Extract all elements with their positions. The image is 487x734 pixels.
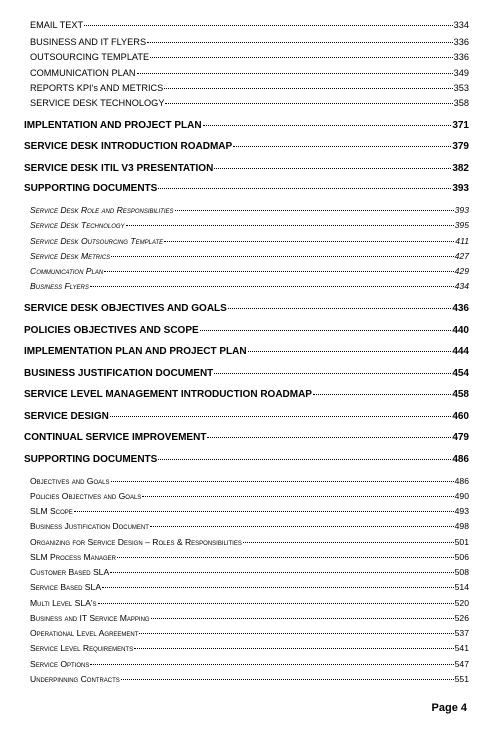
toc-entry-page: 486 [452, 454, 469, 465]
dot-leader [164, 88, 452, 89]
toc-entry-title: SERVICE LEVEL MANAGEMENT INTRODUCTION ROADMAP [24, 389, 312, 400]
toc-entry[interactable] [30, 37, 469, 47]
toc-entry[interactable] [30, 83, 469, 93]
toc-entry[interactable] [30, 582, 469, 592]
dot-leader [74, 511, 454, 512]
toc-entry-page: 358 [453, 98, 469, 108]
toc-entry-title: Service Level Requirements [30, 643, 134, 653]
toc-entry-title: BUSINESS JUSTIFICATION DOCUMENT [24, 368, 214, 379]
toc-entry[interactable] [30, 236, 469, 246]
toc-entry[interactable] [30, 281, 469, 291]
toc-entry-page: 537 [454, 628, 469, 638]
toc-entry-title: SERVICE DESK TECHNOLOGY [30, 98, 165, 108]
toc-entry-page: 501 [454, 537, 469, 547]
dot-leader [214, 373, 451, 374]
toc-entry[interactable] [30, 598, 469, 608]
toc-entry-page: 526 [454, 613, 469, 623]
dot-leader [158, 459, 451, 460]
dot-leader [164, 241, 454, 242]
toc-entry-page: 520 [454, 598, 469, 608]
toc-entry-title: Service Based SLA [30, 582, 102, 592]
toc-entry-title: COMMUNICATION PLAN [30, 68, 136, 78]
toc-entry[interactable] [30, 266, 469, 276]
toc-entry-page: 427 [454, 251, 469, 261]
dot-leader [150, 57, 453, 58]
toc-entry-title: REPORTS KPI's AND METRICS [30, 83, 164, 93]
toc-entry[interactable] [24, 432, 469, 443]
toc-entry-page: 434 [454, 281, 469, 291]
toc-entry-page: 444 [452, 346, 469, 357]
toc-entry-title: SERVICE DESK OBJECTIVES AND GOALS [24, 303, 227, 314]
toc-entry-page: 334 [453, 20, 469, 30]
toc-entry[interactable] [24, 120, 469, 131]
toc-entry-page: 551 [454, 674, 469, 684]
dot-leader [104, 271, 453, 272]
dot-leader [139, 633, 453, 634]
dot-leader [111, 256, 454, 257]
toc-entry-title: SLM Process Manager [30, 552, 117, 562]
dot-leader [147, 42, 453, 43]
dot-leader [151, 618, 454, 619]
toc-entry-title: SERVICE DESIGN [24, 411, 109, 422]
toc-entry[interactable] [30, 659, 469, 669]
toc-entry-title: Organizing for Service Design – Roles & Responsibilities [30, 537, 242, 547]
toc-entry-page: 506 [454, 552, 469, 562]
toc-entry[interactable] [24, 141, 469, 152]
toc-entry-page: 395 [454, 220, 469, 230]
toc-entry-page: 382 [452, 163, 469, 174]
dot-leader [111, 481, 454, 482]
dot-leader [243, 542, 454, 543]
dot-leader [175, 210, 454, 211]
toc-entry[interactable] [30, 52, 469, 62]
toc-entry[interactable] [30, 537, 469, 547]
toc-entry-page: 336 [453, 52, 469, 62]
toc-entry[interactable] [24, 183, 469, 194]
toc-entry-page: 493 [454, 506, 469, 516]
toc-entry-title: Service Desk Role and Responsibilities [30, 205, 174, 215]
toc-entry-title: Communication Plan [30, 266, 104, 276]
toc-entry-title: Operational Level Agreement [30, 628, 139, 638]
dot-leader [137, 73, 453, 74]
toc-entry-title: EMAIL TEXT [30, 20, 84, 30]
toc-entry[interactable] [24, 411, 469, 422]
toc-entry[interactable] [30, 643, 469, 653]
toc-entry-page: 490 [454, 491, 469, 501]
toc-entry-title: SLM Scope [30, 506, 73, 516]
toc-entry-title: OUTSOURCING TEMPLATE [30, 52, 150, 62]
toc-entry[interactable] [30, 567, 469, 577]
toc-entry-title: Customer Based SLA [30, 567, 110, 577]
toc-entry[interactable] [24, 163, 469, 174]
toc-entry[interactable] [30, 674, 469, 684]
toc-entry[interactable] [30, 491, 469, 501]
dot-leader [228, 308, 451, 309]
toc-entry[interactable] [24, 454, 469, 465]
toc-entry-page: 514 [454, 582, 469, 592]
toc-entry-title: Business Flyers [30, 281, 89, 291]
toc-entry[interactable] [30, 205, 469, 215]
toc-entry-title: Service Options [30, 659, 90, 669]
toc-entry-title: BUSINESS AND IT FLYERS [30, 37, 147, 47]
toc-entry-page: 486 [454, 476, 469, 486]
dot-leader [165, 103, 452, 104]
dot-leader [207, 437, 451, 438]
toc-entry[interactable] [30, 68, 469, 78]
toc-entry-page: 541 [454, 643, 469, 653]
toc-entry-title: POLICIES OBJECTIVES AND SCOPE [24, 325, 199, 336]
page-number: Page 4 [431, 702, 467, 714]
dot-leader [90, 664, 453, 665]
toc-entry[interactable] [30, 506, 469, 516]
dot-leader [158, 188, 451, 189]
toc-entry-title: Objectives and Goals [30, 476, 110, 486]
dot-leader [90, 286, 454, 287]
toc-entry-title: Policies Objectives and Goals [30, 491, 142, 501]
toc-entry-page: 349 [453, 68, 469, 78]
toc-entry-page: 336 [453, 37, 469, 47]
dot-leader [110, 572, 453, 573]
toc-entry-title: IMPLENTATION AND PROJECT PLAN [24, 120, 202, 131]
toc-entry-title: SUPPORTING DOCUMENTS [24, 183, 158, 194]
toc-entry[interactable] [24, 325, 469, 336]
toc-entry[interactable] [24, 346, 469, 357]
toc-entry[interactable] [30, 20, 469, 30]
toc-entry-page: 498 [454, 521, 469, 531]
toc-entry[interactable] [24, 368, 469, 379]
toc-entry-page: 379 [452, 141, 469, 152]
toc-entry-title: Service Desk Technology [30, 220, 125, 230]
toc-entry[interactable] [30, 476, 469, 486]
dot-leader [200, 330, 452, 331]
dot-leader [110, 416, 451, 417]
toc-entry-page: 371 [452, 120, 469, 131]
toc-entry-page: 458 [452, 389, 469, 400]
toc-entry[interactable] [30, 521, 469, 531]
dot-leader [142, 496, 453, 497]
toc-entry[interactable] [30, 628, 469, 638]
toc-entry-page: 436 [452, 303, 469, 314]
dot-leader [98, 603, 454, 604]
toc-entry-page: 547 [454, 659, 469, 669]
toc-entry-page: 353 [453, 83, 469, 93]
toc-entry-title: Business and IT Service Mapping [30, 613, 150, 623]
toc-entry-page: 454 [452, 368, 469, 379]
dot-leader [126, 225, 454, 226]
toc-entry-title: SERVICE DESK ITIL V3 PRESENTATION [24, 163, 214, 174]
toc-entry[interactable] [30, 552, 469, 562]
dot-leader [233, 146, 451, 147]
dot-leader [214, 168, 451, 169]
toc-entry-title: SERVICE DESK INTRODUCTION ROADMAP [24, 141, 233, 152]
dot-leader [248, 351, 452, 352]
toc-entry[interactable] [24, 303, 469, 314]
toc-entry-page: 393 [452, 183, 469, 194]
dot-leader [134, 648, 454, 649]
dot-leader [121, 679, 454, 680]
toc-entry-page: 440 [452, 325, 469, 336]
toc-entry-title: CONTINUAL SERVICE IMPROVEMENT [24, 432, 207, 443]
toc-entry-page: 460 [452, 411, 469, 422]
toc-entry-title: IMPLEMENTATION PLAN AND PROJECT PLAN [24, 346, 247, 357]
toc-entry-page: 411 [455, 236, 469, 246]
dot-leader [84, 25, 453, 26]
toc-entry-title: Service Desk Outsourcing Template [30, 236, 164, 246]
toc-entry[interactable] [30, 251, 469, 261]
dot-leader [150, 526, 454, 527]
toc-entry-page: 429 [454, 266, 469, 276]
toc-entry[interactable] [30, 613, 469, 623]
dot-leader [313, 394, 451, 395]
toc-entry-page: 508 [454, 567, 469, 577]
dot-leader [203, 125, 452, 126]
toc-entry-page: 479 [452, 432, 469, 443]
toc-entry-title: Service Desk Metrics [30, 251, 111, 261]
toc-entry-title: Business Justification Document [30, 521, 149, 531]
toc-entry-page: 393 [454, 205, 469, 215]
dot-leader [102, 587, 454, 588]
toc-entry[interactable] [24, 389, 469, 400]
toc-entry-title: Multi Level SLA's [30, 598, 97, 608]
toc-entry-title: SUPPORTING DOCUMENTS [24, 454, 158, 465]
toc-entry[interactable] [30, 98, 469, 108]
toc-entry-title: Underpinning Contracts [30, 674, 120, 684]
toc-entry[interactable] [30, 220, 469, 230]
dot-leader [117, 557, 454, 558]
